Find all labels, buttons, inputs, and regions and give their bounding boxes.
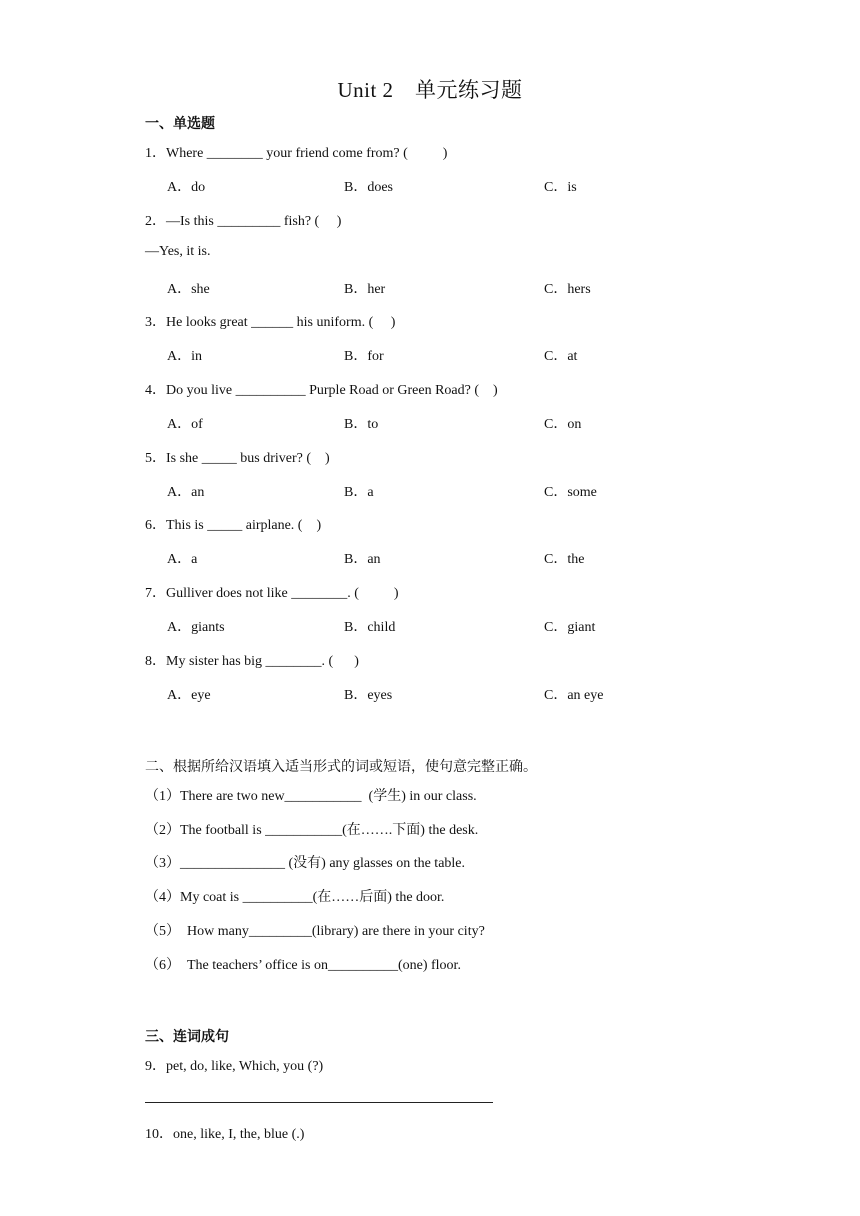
q1-option-b: B．does xyxy=(344,180,393,195)
q7-option-c: C．giant xyxy=(544,620,596,635)
q6-option-c: C．the xyxy=(544,552,585,567)
fill-item-6: （6） The teachers’ office is on__________(one) floor. xyxy=(145,958,461,973)
q5-option-c: C．some xyxy=(544,485,597,500)
page-title: Unit 2 单元练习题 xyxy=(337,78,523,102)
sentence-item-9: 9．pet, do, like, Which, you (?) xyxy=(145,1059,324,1074)
q4-option-c: C．on xyxy=(544,417,582,432)
question-2-reply: —Yes, it is. xyxy=(145,244,211,259)
q3-option-a: A．in xyxy=(167,349,202,364)
q4-option-b: B．to xyxy=(344,417,379,432)
section-heading-single-choice: 一、单选题 xyxy=(145,116,215,132)
q4-option-a: A．of xyxy=(167,417,203,432)
sentence-item-10: 10．one, like, I, the, blue (.) xyxy=(145,1127,305,1142)
q1-option-c: C．is xyxy=(544,180,577,195)
question-6: 6．This is _____ airplane. ( ) xyxy=(145,518,322,533)
q6-option-a: A．a xyxy=(167,552,198,567)
q8-option-b: B．eyes xyxy=(344,688,393,703)
q5-option-b: B．a xyxy=(344,485,374,500)
fill-item-4: （4）My coat is __________(在……后面) the door. xyxy=(145,890,445,905)
question-4: 4．Do you live __________ Purple Road or Green Road? ( ) xyxy=(145,383,498,398)
section-heading-sentence-building: 三、连词成句 xyxy=(145,1029,229,1045)
answer-line xyxy=(145,1102,493,1103)
fill-item-3: （3）_______________ (没有) any glasses on the table. xyxy=(145,856,466,871)
q2-option-c: C．hers xyxy=(544,282,591,297)
question-7: 7．Gulliver does not like ________. ( ) xyxy=(145,586,399,601)
question-2: 2．—Is this _________ fish? ( ) xyxy=(145,214,342,229)
q7-option-b: B．child xyxy=(344,620,396,635)
q3-option-c: C．at xyxy=(544,349,578,364)
question-8: 8．My sister has big ________. ( ) xyxy=(145,654,359,669)
q5-option-a: A．an xyxy=(167,485,205,500)
fill-item-2: （2）The football is ___________(在…….下面) the desk. xyxy=(145,823,479,838)
q8-option-c: C．an eye xyxy=(544,688,604,703)
q2-option-b: B．her xyxy=(344,282,386,297)
q2-option-a: A．she xyxy=(167,282,210,297)
q6-option-b: B．an xyxy=(344,552,381,567)
question-3: 3．He looks great ______ his uniform. ( ) xyxy=(145,315,396,330)
section-heading-fill-in: 二、根据所给汉语填入适当形式的词或短语，使句意完整正确。 xyxy=(145,759,537,775)
q7-option-a: A．giants xyxy=(167,620,225,635)
question-1: 1．Where ________ your friend come from? ( ) xyxy=(145,146,448,161)
q3-option-b: B．for xyxy=(344,349,384,364)
q8-option-a: A．eye xyxy=(167,688,211,703)
fill-item-5: （5） How many_________(library) are there in your city? xyxy=(145,924,485,939)
question-5: 5．Is she _____ bus driver? ( ) xyxy=(145,451,330,466)
q1-option-a: A．do xyxy=(167,180,206,195)
fill-item-1: （1）There are two new___________ (学生) in our class. xyxy=(145,789,477,804)
